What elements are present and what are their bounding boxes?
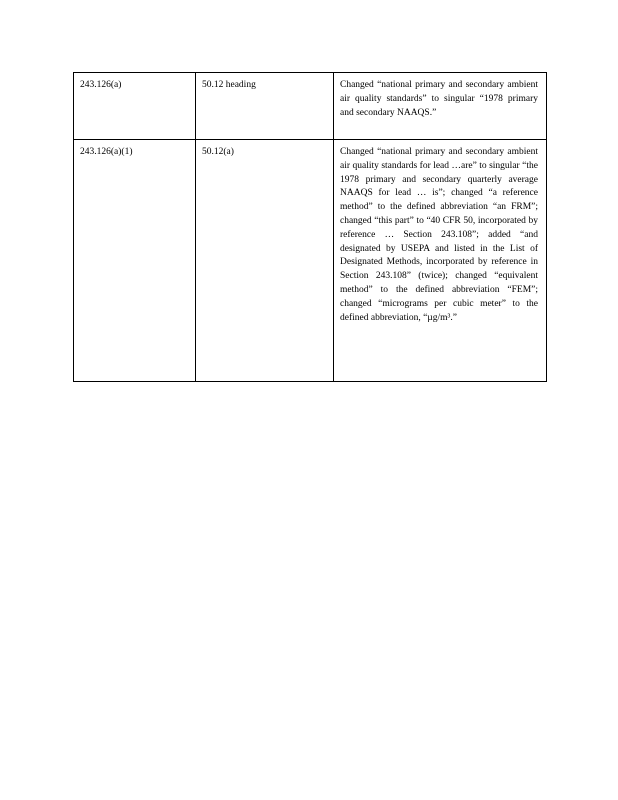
- description-cell: Changed “national primary and secondary ambient air quality standards” to singular “1978 primary and secondary NAAQS.”: [334, 73, 547, 140]
- section-cell: 243.126(a): [74, 73, 196, 140]
- federal-section-cell: 50.12(a): [196, 140, 334, 382]
- description-cell: Changed “national primary and secondary ambient air quality standards for lead …are” to singular “the 1978 primary and secondary quarterly average NAAQS for lead … is”; changed “a reference method” to the defined abbreviation “an FRM”; changed “this part” to “40 CFR 50, incorporated by reference … Section 243.108”; added “and designated by USEPA and listed in the List of Designated Methods, incorporated by reference in Section 243.108” (twice); changed “equivalent method” to the defined abbreviation “FEM”; changed “micrograms per cubic meter” to the defined abbreviation, “µg/m³.”: [334, 140, 547, 382]
- table-row: [74, 140, 547, 382]
- section-cell: 243.126(a)(1): [74, 140, 196, 382]
- federal-section-cell: 50.12 heading: [196, 73, 334, 140]
- amendments-table: [73, 72, 547, 382]
- table-row: [74, 73, 547, 140]
